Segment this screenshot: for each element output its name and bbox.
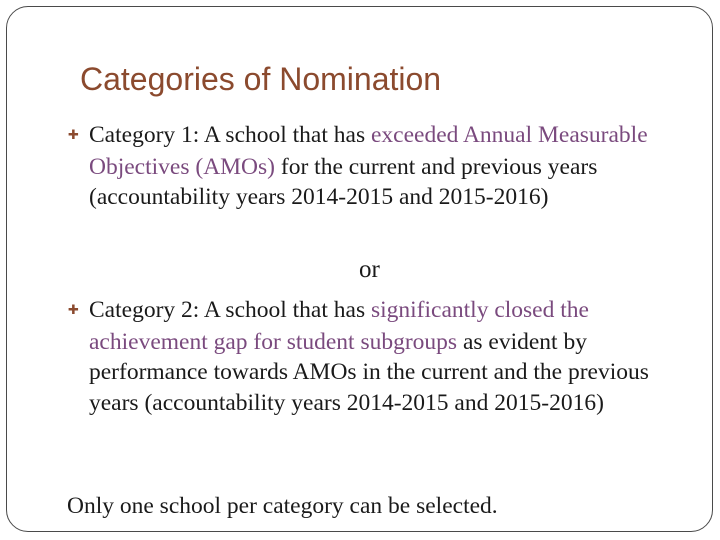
category-2-text: as evident by performance towards AMOs in the current and the previous years (accountability years 2014-2015 and 2015-2016): [89, 328, 649, 416]
category-2-label: Category 2: A school that has: [89, 297, 371, 323]
category-1-bullet: [68, 120, 668, 213]
category-1-text: for the current and previous years (accountability years 2014-2015 and 2015-2016): [89, 153, 598, 210]
bullet-marker-icon: ✚: [68, 128, 79, 143]
category-2-bullet: [68, 295, 668, 418]
bullet-marker-icon: ✚: [68, 303, 79, 318]
category-2-highlight: significantly closed the achievement gap for student subgroups: [89, 297, 589, 355]
or-separator: or: [359, 256, 380, 283]
category-1-highlight: exceeded Annual Measurable Objectives (AMOs): [89, 122, 648, 180]
slide-title: Categories of Nomination: [80, 61, 442, 97]
category-1-label: Category 1: A school that has: [89, 122, 371, 148]
selection-note: Only one school per category can be selected.: [67, 493, 498, 519]
